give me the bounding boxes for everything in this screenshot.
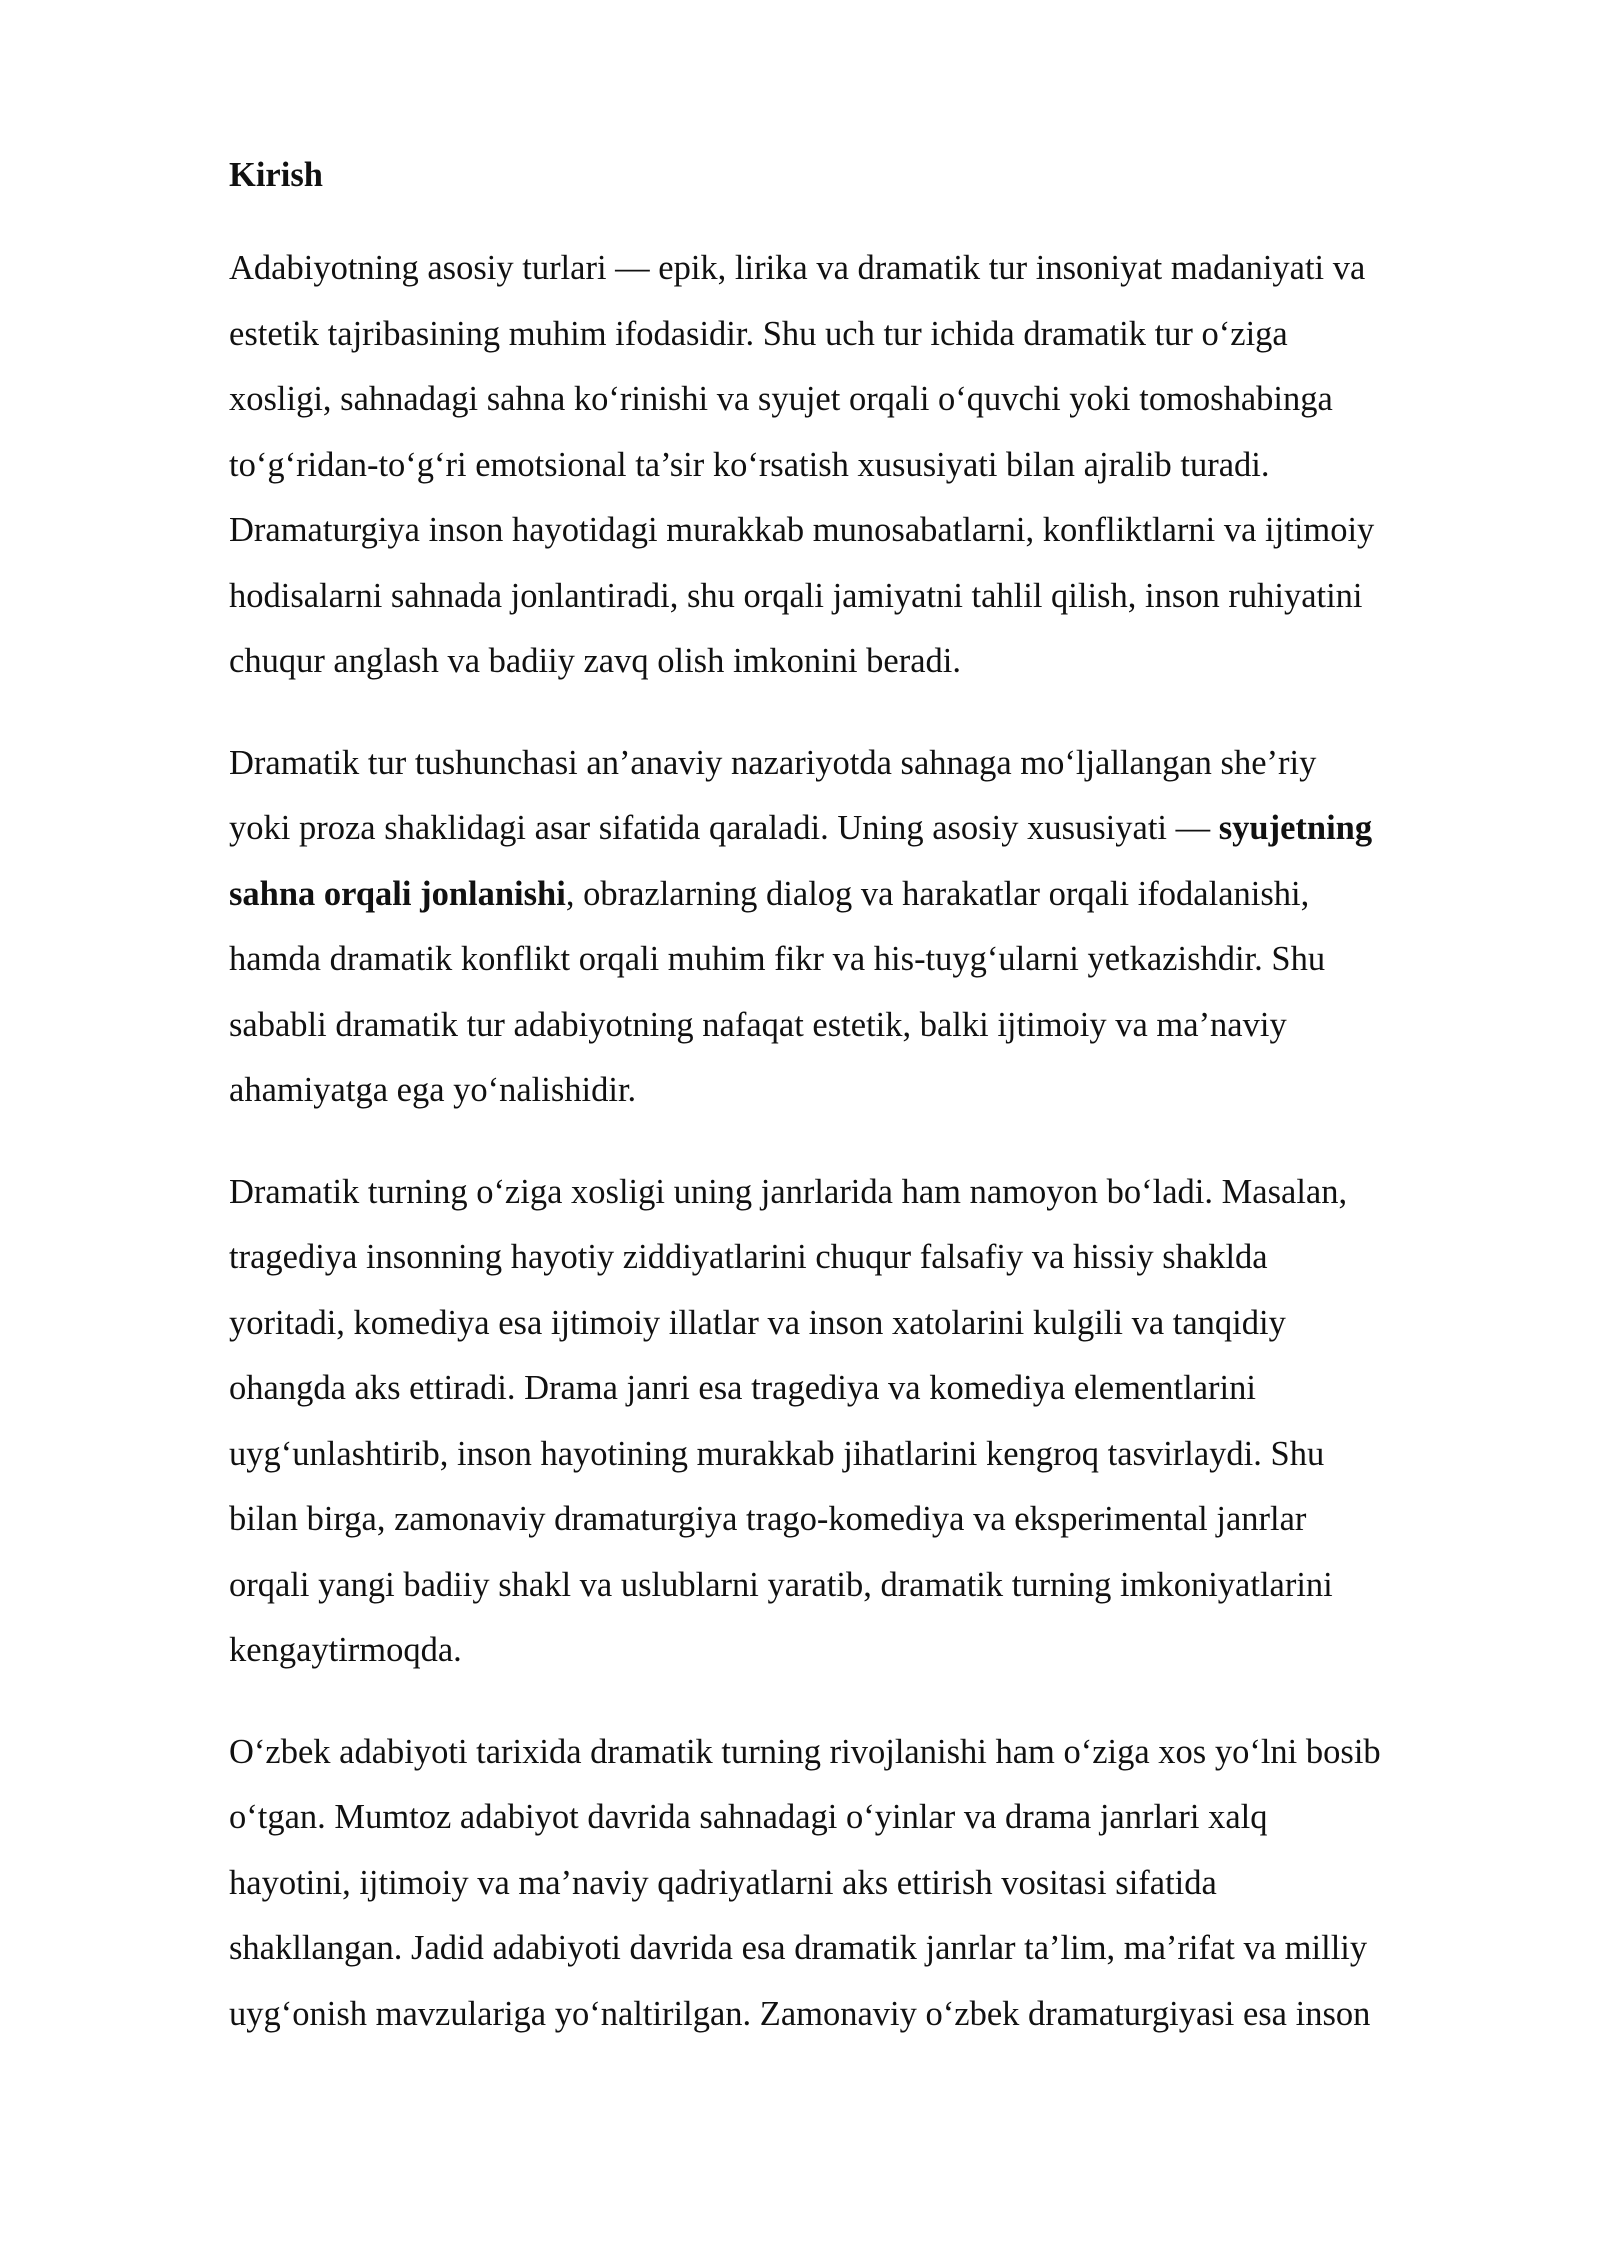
text-line: xosligi, sahnadagi sahna ko‘rinishi va syujet orqali o‘quvchi yoki tomoshabinga: [229, 380, 1333, 418]
text-line: bilan birga, zamonaviy dramaturgiya trago-komediya va eksperimental janrlar: [229, 1500, 1307, 1538]
text-line: kengaytirmoqda.: [229, 1631, 462, 1669]
text-line: O‘zbek adabiyoti tarixida dramatik turning rivojlanishi ham o‘ziga xos yo‘lni bosib: [229, 1732, 1381, 1771]
text-line: [229, 796, 1491, 862]
paragraph-1: [229, 236, 1491, 695]
text-line: Dramaturgiya inson hayotidagi murakkab munosabatlarni, konfliktlarni va ijtimoiy: [229, 511, 1375, 549]
text-line: Dramatik turning o‘ziga xosligi uning janrlarida ham namoyon bo‘ladi. Masalan,: [229, 1172, 1348, 1211]
text-run: yoki proza shaklidagi asar sifatida qaraladi. Uning asosiy xususiyati —: [229, 809, 1219, 847]
text-line: tragediya insonning hayotiy ziddiyatlarini chuqur falsafiy va hissiy shaklda: [229, 1238, 1268, 1276]
text-line: estetik tajribasining muhim ifodasidir. Shu uch tur ichida dramatik tur o‘ziga: [229, 314, 1288, 353]
text-line: o‘tgan. Mumtoz adabiyot davrida sahnadagi o‘yinlar va drama janrlari xalq: [229, 1798, 1268, 1836]
text-run: , obrazlarning dialog va harakatlar orqali ifodalanishi,: [565, 874, 1310, 913]
text-line: hayotini, ijtimoiy va ma’naviy qadriyatlarni aks ettirish vositasi sifatida: [229, 1863, 1217, 1902]
text-line: hamda dramatik konflikt orqali muhim fikr va his-tuyg‘ularni yetkazishdir. Shu: [229, 940, 1326, 978]
text-line: Dramatik tur tushunchasi an’anaviy nazariyotda sahnaga mo‘ljallangan she’riy: [229, 743, 1317, 782]
text-line: chuqur anglash va badiiy zavq olish imkonini beradi.: [229, 642, 961, 680]
document-page: [229, 148, 1491, 2083]
text-line: Adabiyotning asosiy turlari — epik, lirika va dramatik tur insoniyat madaniyati va: [229, 249, 1366, 287]
text-line: yoritadi, komediya esa ijtimoiy illatlar va inson xatolarini kulgili va tanqidiy: [229, 1303, 1286, 1342]
text-line: uyg‘unlashtirib, inson hayotining murakkab jihatlarini kengroq tasvirlaydi. Shu: [229, 1434, 1325, 1473]
text-line: orqali yangi badiiy shakl va uslublarni yaratib, dramatik turning imkoniyatlarini: [229, 1565, 1333, 1604]
section-heading: Kirish: [229, 156, 323, 194]
text-line: ahamiyatga ega yo‘nalishidir.: [229, 1071, 637, 1109]
text-line: sababli dramatik tur adabiyotning nafaqat estetik, balki ijtimoiy va ma’naviy: [229, 1005, 1287, 1044]
text-line: to‘g‘ridan-to‘g‘ri emotsional ta’sir ko‘rsatish xususiyati bilan ajralib turadi.: [229, 445, 1270, 484]
text-line: [229, 862, 1491, 928]
text-line: shakllangan. Jadid adabiyoti davrida esa dramatik janrlar ta’lim, ma’rifat va milliy: [229, 1929, 1368, 1967]
paragraph-4: [229, 1720, 1491, 2048]
text-line: hodisalarni sahnada jonlantiradi, shu orqali jamiyatni tahlil qilish, inson ruhiyatini: [229, 576, 1363, 615]
paragraph-2: [229, 731, 1491, 1124]
paragraph-3: [229, 1160, 1491, 1684]
text-line: ohangda aks ettiradi. Drama janri esa tragediya va komediya elementlarini: [229, 1369, 1256, 1407]
text-line: uyg‘onish mavzulariga yo‘naltirilgan. Zamonaviy o‘zbek dramaturgiyasi esa inson: [229, 1994, 1371, 2033]
bold-text: syujetning: [1218, 809, 1373, 847]
bold-text: sahna orqali jonlanishi: [229, 874, 566, 913]
